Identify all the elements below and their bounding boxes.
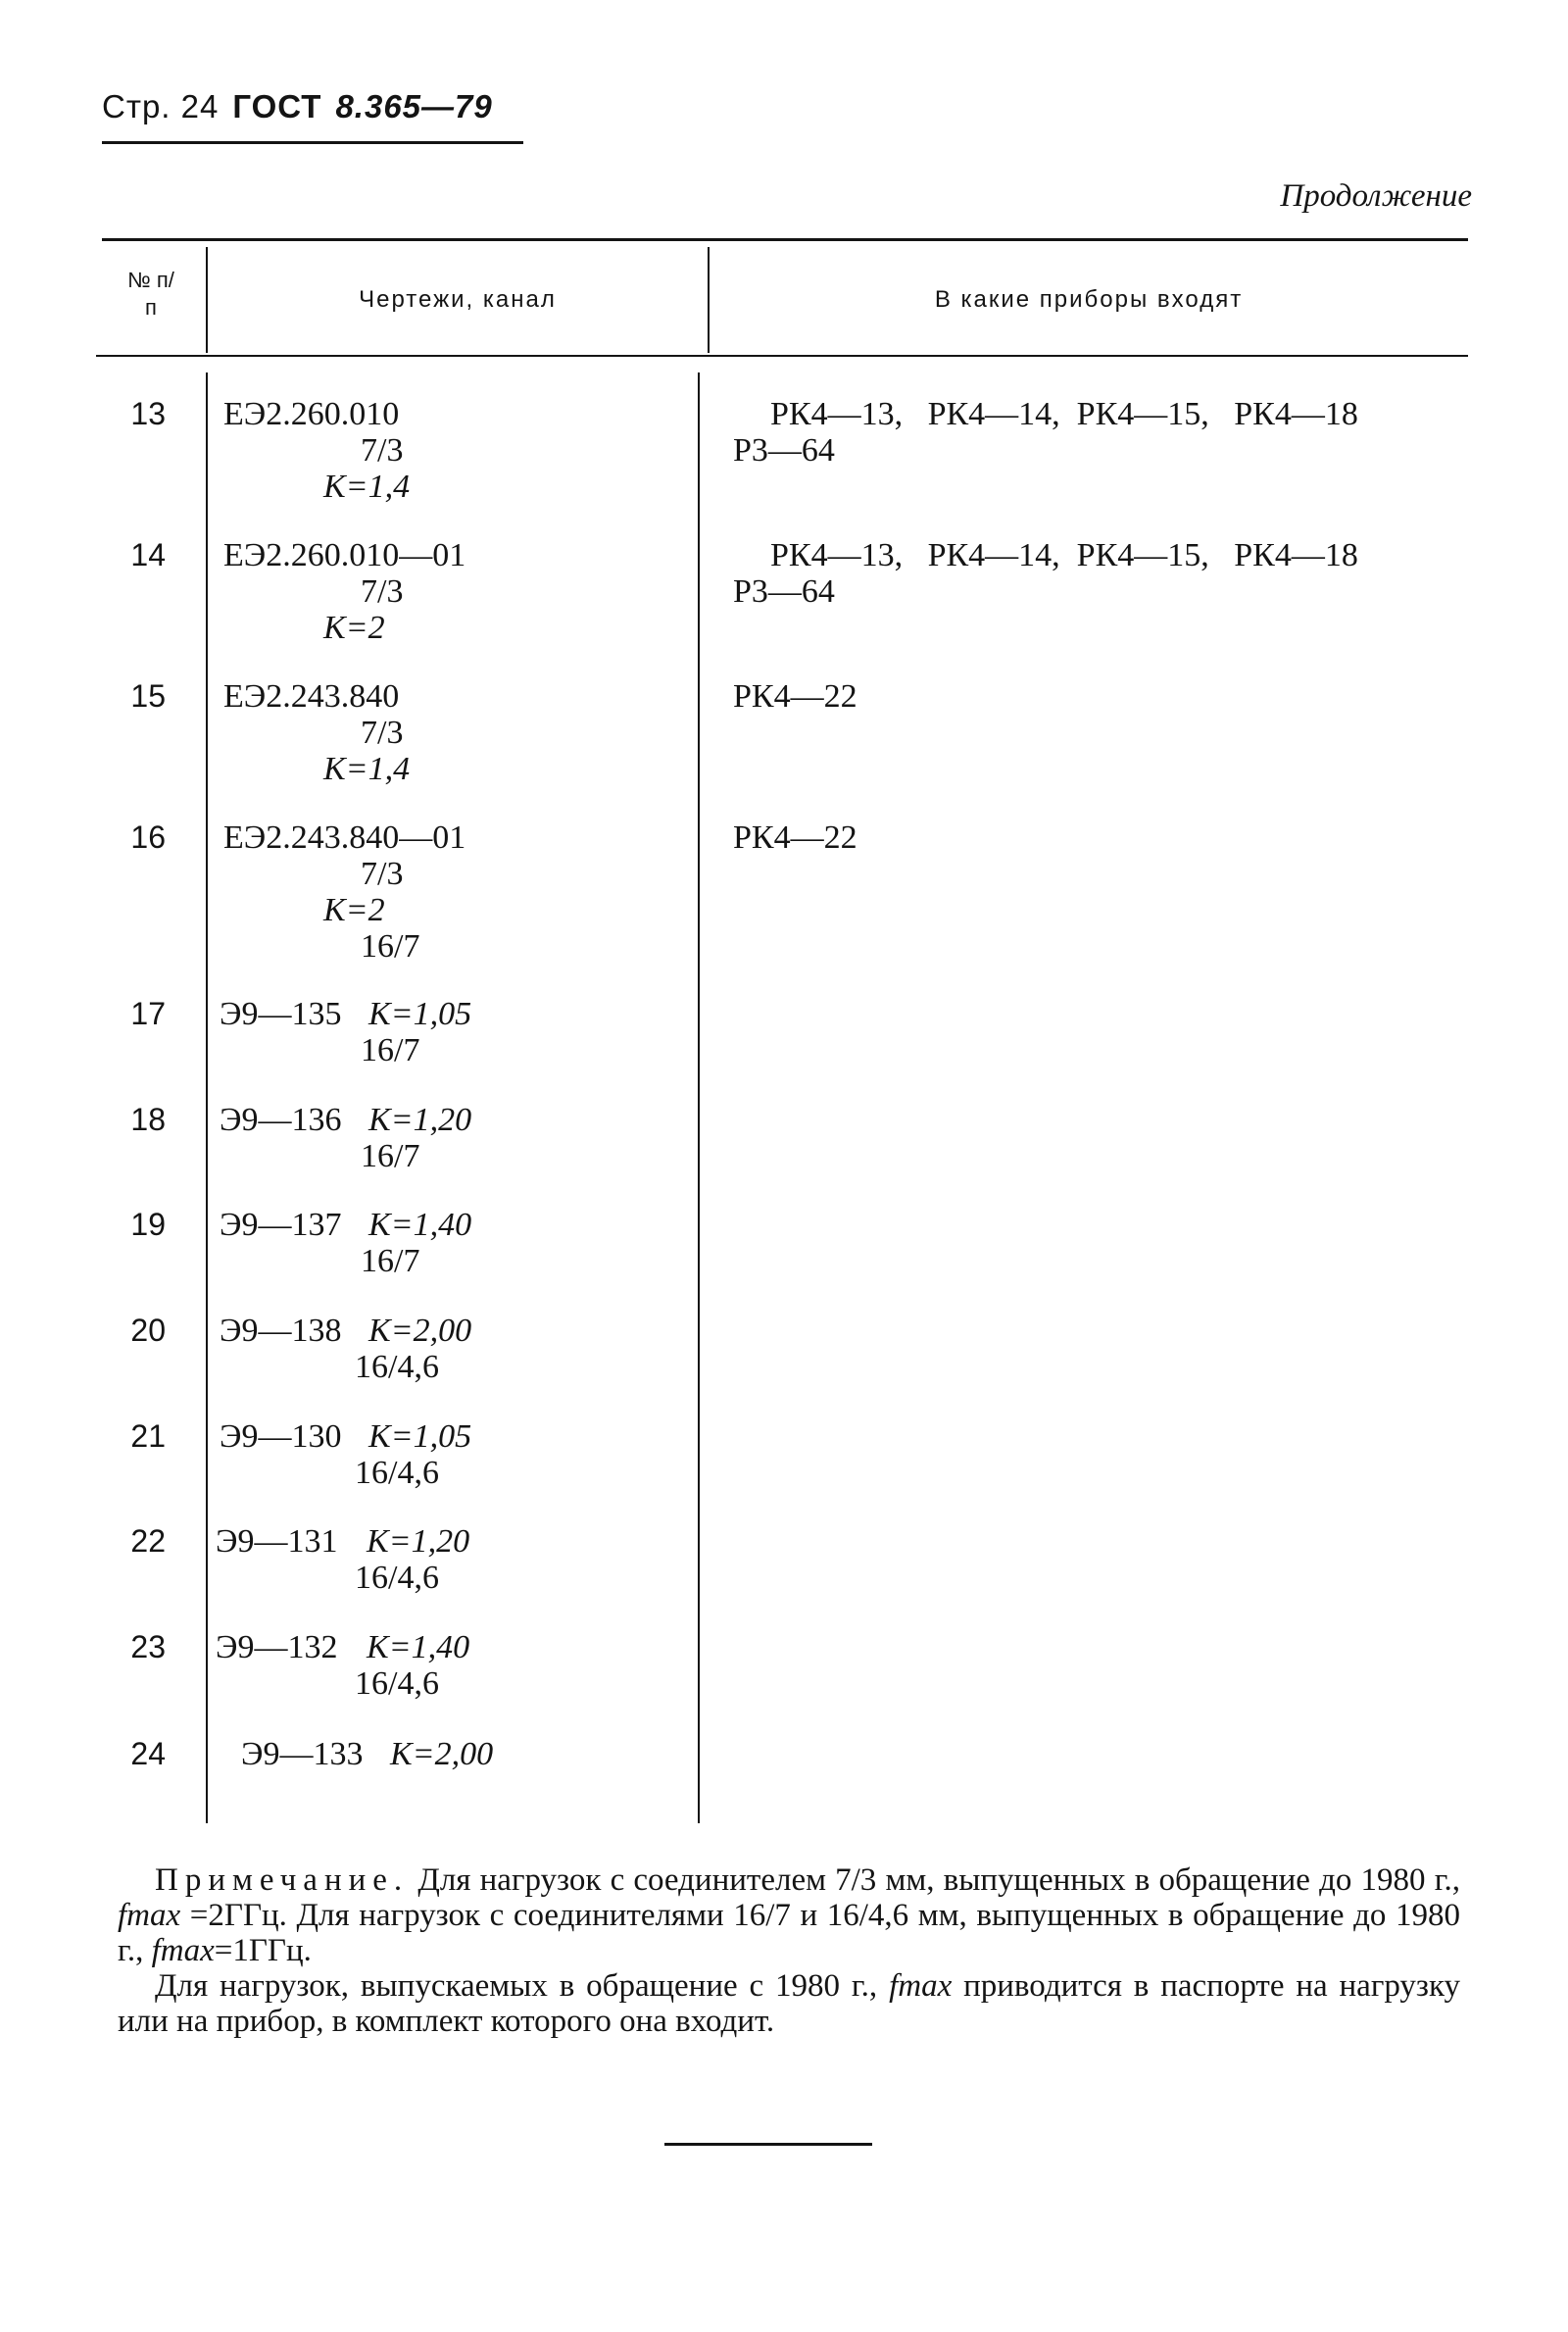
table-top-rule (102, 238, 1468, 241)
header-number-label: № п/п (127, 268, 174, 320)
drawing-code: ЕЭ2.260.010 (223, 396, 400, 432)
page-label: Стр. 24 (102, 88, 220, 124)
drawing-code: Э9—135 (220, 996, 342, 1032)
continuation-label: Продолжение (1280, 178, 1472, 214)
channel: 7/3 (361, 856, 404, 892)
row-number: 21 (130, 1418, 166, 1454)
fmax-symbol: fmax (151, 1933, 215, 1968)
drawing-code: ЕЭ2.243.840 (223, 678, 400, 715)
fmax-symbol: fmax (889, 1968, 953, 2004)
header-rule (102, 141, 523, 144)
fraction-7-3: 7/3 (835, 1862, 877, 1898)
header-devices: В какие приборы входят (934, 286, 1244, 313)
drawing-code: ЕЭ2.243.840—01 (223, 819, 466, 856)
channel-secondary: 16/7 (361, 928, 420, 965)
table-header-rule (96, 355, 1468, 357)
note (118, 1862, 1460, 2039)
drawing-code: Э9—132 (216, 1629, 338, 1665)
row-number: 24 (130, 1736, 166, 1771)
drawing-code: Э9—130 (220, 1418, 342, 1455)
devices-line-2: Р3—64 (733, 573, 835, 610)
channel-secondary: 16/4,6 (355, 1665, 439, 1702)
channel-secondary: 16/7 (361, 1243, 420, 1279)
note-paragraph-1 (118, 1862, 1460, 1968)
row-number: 17 (130, 996, 166, 1031)
channel: 7/3 (361, 715, 404, 751)
note-text-a: Для нагрузок с соединителем (417, 1862, 826, 1898)
row-number: 15 (130, 678, 166, 714)
k-coefficient: K=1,05 (368, 1418, 472, 1455)
note-text-e: Для нагрузок, выпускаемых в обращение с 1980 г., (155, 1968, 878, 2004)
drawing-code: ЕЭ2.260.010—01 (223, 537, 466, 573)
k-coefficient: K=1,40 (367, 1629, 470, 1665)
channel-secondary: 16/7 (361, 1138, 420, 1174)
k-coefficient: K=2 (323, 892, 385, 928)
channel: 7/3 (361, 573, 404, 610)
note-paragraph-2 (118, 1968, 1460, 2039)
row-number: 13 (130, 396, 166, 431)
k-coefficient: K=2,00 (390, 1736, 494, 1772)
note-label: Примечание. (155, 1862, 410, 1898)
header-number (102, 267, 200, 322)
k-coefficient: K=1,05 (368, 996, 472, 1032)
devices-line-1: РК4—13, РК4—14, РК4—15, РК4—18 (770, 537, 1358, 573)
drawing-code: Э9—131 (216, 1523, 338, 1560)
drawing-code: Э9—138 (220, 1313, 342, 1349)
table-column-divider-1 (206, 372, 208, 1823)
k-coefficient: K=2 (323, 610, 385, 646)
row-number: 19 (130, 1207, 166, 1242)
devices-line-2: Р3—64 (733, 432, 835, 469)
note-text-d: =1ГГц. (214, 1933, 312, 1968)
page-header (102, 88, 493, 125)
standard-number: 8.365—79 (335, 88, 493, 124)
channel: 7/3 (361, 432, 404, 469)
end-rule (664, 2143, 872, 2146)
k-coefficient: K=1,20 (368, 1102, 472, 1138)
devices-line-1: РК4—13, РК4—14, РК4—15, РК4—18 (770, 396, 1358, 432)
drawing-code: Э9—137 (220, 1207, 342, 1243)
row-number: 16 (130, 819, 166, 855)
row-number: 20 (130, 1313, 166, 1348)
row-number: 14 (130, 537, 166, 572)
drawing-code: Э9—136 (220, 1102, 342, 1138)
note-text-b: мм, выпущенных в обращение до 1980 г., (885, 1862, 1461, 1898)
channel-secondary: 16/4,6 (355, 1560, 439, 1596)
k-coefficient: K=1,4 (323, 469, 411, 505)
k-coefficient: K=1,40 (368, 1207, 472, 1243)
standard-label: ГОСТ (232, 88, 322, 124)
row-number: 23 (130, 1629, 166, 1664)
channel-secondary: 16/4,6 (355, 1349, 439, 1385)
note-text-c: =2ГГц. Для нагрузок с соединителями 16/7 и 16/4,6 мм, выпущенных в обращение до 1980 г., (118, 1898, 1460, 1968)
devices-line-1: РК4—22 (733, 819, 858, 856)
header-drawings: Чертежи, канал (359, 286, 557, 313)
row-number: 22 (130, 1523, 166, 1559)
row-number: 18 (130, 1102, 166, 1137)
table-column-divider-2 (698, 372, 700, 1823)
fmax-symbol: fmax (118, 1898, 181, 1933)
devices-line-1: РК4—22 (733, 678, 858, 715)
channel-secondary: 16/7 (361, 1032, 420, 1068)
k-coefficient: K=1,4 (323, 751, 411, 787)
drawing-code: Э9—133 (241, 1736, 364, 1772)
k-coefficient: K=1,20 (367, 1523, 470, 1560)
channel-secondary: 16/4,6 (355, 1455, 439, 1491)
k-coefficient: K=2,00 (368, 1313, 472, 1349)
note-text-f: приводится в паспорте на нагрузку или на прибор, в комплект которого она входит. (118, 1968, 1461, 2039)
